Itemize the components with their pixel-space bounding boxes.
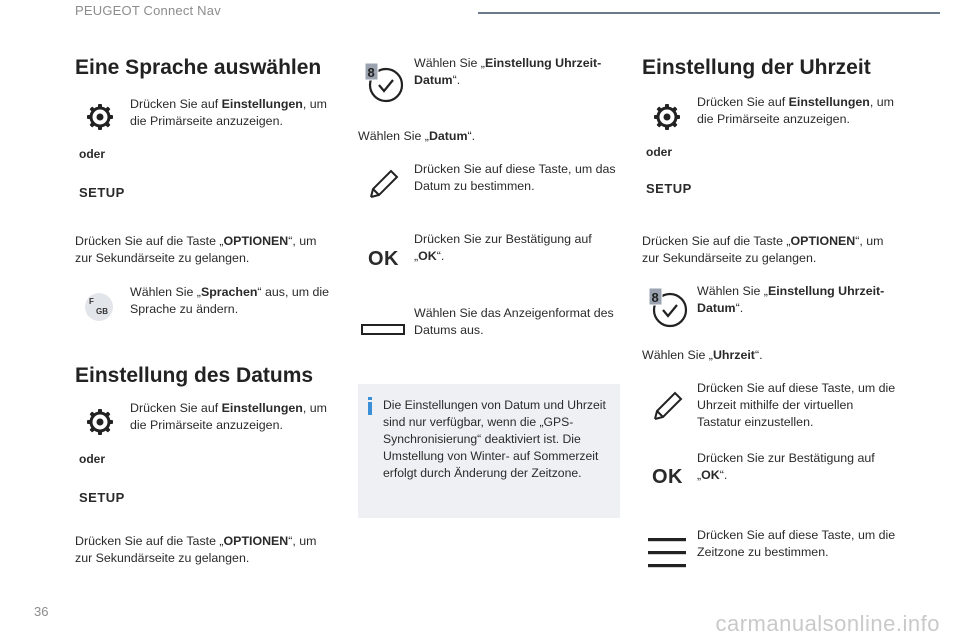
gear-icon <box>86 103 114 131</box>
flag-icon <box>84 292 114 322</box>
oder-label: oder <box>646 145 673 159</box>
info-icon <box>366 397 374 415</box>
pencil-icon <box>651 389 683 423</box>
clock-icon <box>646 287 690 329</box>
select-time-text: Wählen Sie „Uhrzeit“. <box>642 348 763 362</box>
oder-label: oder <box>79 452 106 466</box>
timezone-text: Drücken Sie auf diese Taste, um die Zeitzone zu bestimmen. <box>697 528 896 559</box>
time-step1-text: Drücken Sie auf Einstellungen, um die Primärseite anzuzeigen. <box>697 95 894 126</box>
clock-icon <box>362 62 406 104</box>
pencil-date-text: Drücken Sie auf diese Taste, um das Datum zu bestimmen. <box>414 162 616 193</box>
menu-icon <box>647 536 687 570</box>
time-options-text: Drücken Sie auf die Taste „OPTIONEN“, um zur Sekundärseite zu gelangen. <box>642 234 884 265</box>
svg-text:8: 8 <box>651 290 659 305</box>
watermark: carmanualsonline.info <box>715 611 940 636</box>
oder-label: oder <box>79 147 106 161</box>
svg-text:F: F <box>89 297 94 306</box>
time-select-datetime-text: Wählen Sie „Einstellung Uhrzeit-Datum“. <box>697 284 885 315</box>
pencil-time-text: Drücken Sie auf diese Taste, um die Uhrzeit mithilfe der virtuellen Tastatur einzustellen. <box>697 381 896 429</box>
lang-select-text: Wählen Sie „Sprachen“ aus, um die Sprache zu ändern. <box>130 285 330 316</box>
date-step1-text: Drücken Sie auf Einstellungen, um die Primärseite anzuzeigen. <box>130 401 327 432</box>
gear-icon <box>86 408 114 436</box>
date-options-text: Drücken Sie auf die Taste „OPTIONEN“, um zur Sekundärseite zu gelangen. <box>75 534 317 565</box>
lang-options-text: Drücken Sie auf die Taste „OPTIONEN“, um zur Sekundärseite zu gelangen. <box>75 234 317 265</box>
setup-label: SETUP <box>79 490 125 505</box>
info-text: Die Einstellungen von Datum und Uhrzeit sind nur verfügbar, wenn die „GPS-Synchronisierung“ deaktiviert ist. Die Umstellung von Winter- auf Sommerzeit erfolgt durch Änderung der Zeitzone. <box>383 398 606 480</box>
pencil-icon <box>367 167 399 201</box>
page-number: 36 <box>34 604 49 619</box>
setup-label: SETUP <box>79 185 125 200</box>
format-text: Wählen Sie das Anzeigenformat des Datums aus. <box>414 306 614 337</box>
header-rule <box>478 12 940 14</box>
gear-icon <box>653 103 681 131</box>
ok-icon: OK <box>652 466 683 488</box>
bar-icon <box>361 323 405 337</box>
section-title-language: Eine Sprache auswählen <box>75 56 322 79</box>
section-title-time: Einstellung der Uhrzeit <box>642 56 871 79</box>
time-ok-confirm-text: Drücken Sie zur Bestätigung auf „OK“. <box>697 451 875 482</box>
select-datetime-text: Wählen Sie „Einstellung Uhrzeit-Datum“. <box>414 56 602 87</box>
setup-label: SETUP <box>646 181 692 196</box>
svg-text:8: 8 <box>367 65 375 80</box>
svg-text:GB: GB <box>96 307 108 316</box>
ok-icon: OK <box>368 248 399 270</box>
ok-confirm-text: Drücken Sie zur Bestätigung auf „OK“. <box>414 232 592 263</box>
running-header: PEUGEOT Connect Nav <box>75 3 221 18</box>
section-title-date: Einstellung des Datums <box>75 364 314 387</box>
lang-step1-text: Drücken Sie auf Einstellungen, um die Primärseite anzuzeigen. <box>130 97 327 128</box>
select-date-text: Wählen Sie „Datum“. <box>358 129 476 143</box>
